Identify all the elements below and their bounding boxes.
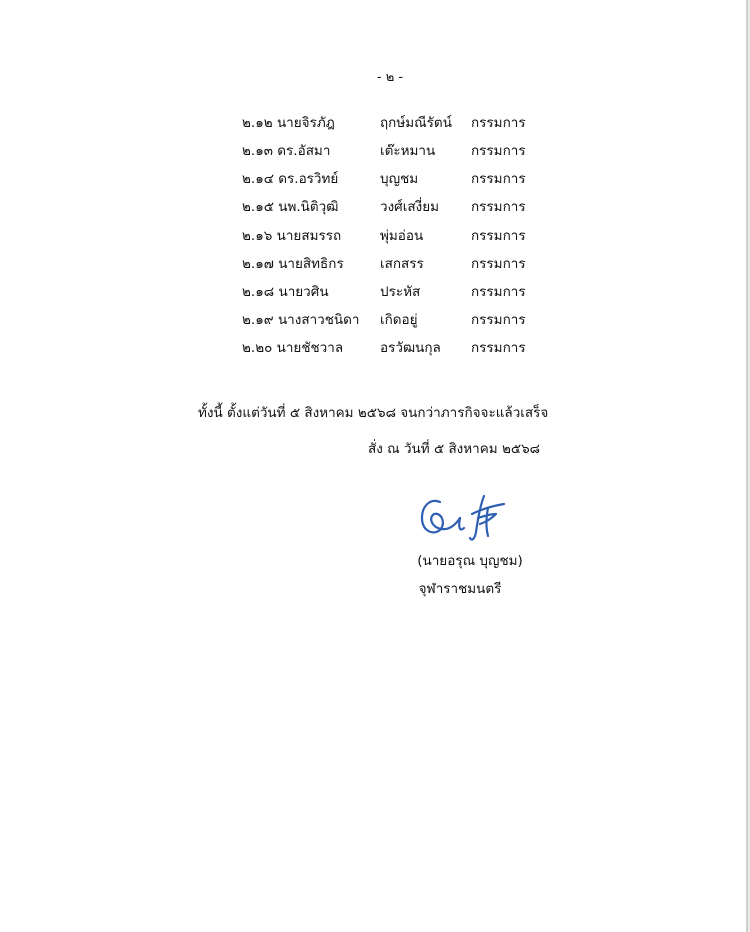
member-role: กรรมการ [471, 143, 526, 159]
member-surname: อรวัฒนกุล [380, 340, 441, 356]
member-surname: เกิดอยู่ [380, 312, 418, 328]
member-name: ๒.๑๙ นางสาวชนิดา [242, 312, 360, 328]
member-surname: ฤกษ์มณีรัตน์ [380, 115, 452, 131]
signer-name: (นายอรุณ บุญชม) [417, 553, 523, 569]
member-role: กรรมการ [471, 171, 526, 187]
page-number: - ๒ - [376, 70, 404, 85]
signer-title: จุฬาราชมนตรี [418, 581, 502, 597]
member-name: ๒.๑๗ นายสิทธิกร [242, 256, 344, 272]
member-surname: เสกสรร [380, 256, 424, 272]
member-role: กรรมการ [471, 199, 526, 215]
member-name: ๒.๑๔ ดร.อรวิทย์ [242, 171, 339, 187]
member-role: กรรมการ [471, 115, 526, 131]
member-name: ๒.๑๘ นายวศิน [242, 284, 329, 300]
member-role: กรรมการ [471, 284, 526, 300]
member-role: กรรมการ [471, 256, 526, 272]
member-name: ๒.๑๖ นายสมรรถ [242, 228, 342, 244]
member-surname: วงศ์เสงี่ยม [380, 199, 439, 215]
member-name: ๒.๑๓ ดร.อัสมา [242, 143, 331, 159]
member-name: ๒.๑๒ นายจิรภัฎ [242, 115, 335, 131]
member-name: ๒.๒๐ นายชัชวาล [242, 340, 344, 356]
member-surname: บุญชม [380, 171, 419, 187]
effective-period-text: ทั้งนี้ ตั้งแต่วันที่ ๕ สิงหาคม ๒๕๖๘ จนกว่าภารกิจจะแล้วเสร็จ [198, 405, 549, 421]
member-name: ๒.๑๕ นพ.นิติวุฒิ [242, 199, 339, 215]
member-surname: พุ่มอ่อน [380, 228, 424, 244]
signature-image [414, 488, 510, 546]
member-role: กรรมการ [471, 228, 526, 244]
member-role: กรรมการ [471, 312, 526, 328]
member-role: กรรมการ [471, 340, 526, 356]
order-date: สั่ง ณ วันที่ ๕ สิงหาคม ๒๕๖๘ [368, 441, 541, 457]
member-surname: เต๊ะหมาน [380, 143, 436, 159]
member-surname: ประหัส [380, 284, 421, 300]
